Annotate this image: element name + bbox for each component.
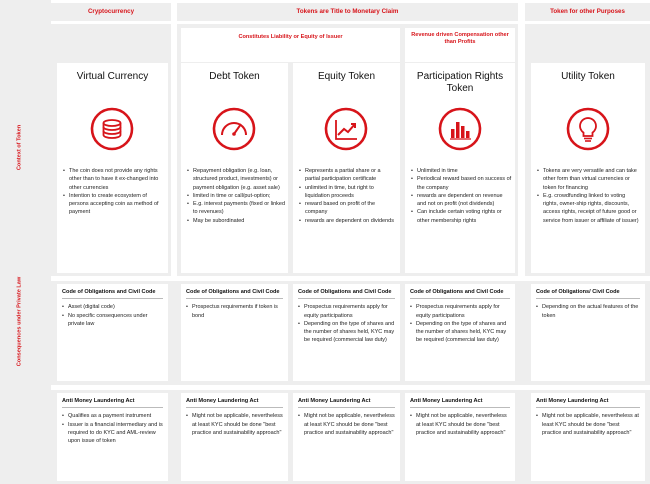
private-law-bullets (62, 303, 163, 328)
list-item: • unlimited in time, but right to liquidation proceeds (299, 184, 397, 201)
law-title: Anti Money Laundering Act (62, 398, 135, 404)
divider (186, 298, 283, 299)
divider (62, 298, 163, 299)
header-other-purposes: Token for other Purposes (525, 3, 650, 21)
card-title: Virtual Currency (76, 71, 149, 82)
list-item: • Can include certain voting rights or other membership rights (411, 208, 512, 225)
aml-bullets (186, 412, 283, 437)
card-utility-token (531, 63, 645, 273)
gauge-icon (212, 107, 256, 151)
card-virtual-currency (57, 63, 168, 273)
aml-bullets (62, 412, 163, 445)
list-item: • Periodical reward based on success of the company (411, 175, 512, 192)
list-item: • Repayment obligation (e.g. loan, structured product, investments) or payment obligation (e.g. asset sale) (187, 167, 285, 192)
list-item: • Prospectus requirements apply for equity participations (298, 303, 395, 320)
list-item: • Might not be applicable, nevertheless at least KYC should be done "best practice and sustainability approach" (298, 412, 395, 437)
law-title: Anti Money Laundering Act (536, 398, 609, 404)
context-bullets (187, 167, 285, 225)
coins-icon (90, 107, 134, 151)
law-title: Code of Obligations/ Civil Code (536, 289, 620, 295)
divider (298, 407, 395, 408)
list-item: • Tokens are very versatile and can take other form than virtual currencies or token for financing (537, 167, 641, 192)
list-item: • E.g. crowdfunding linked to voting rights, owner-ship rights, discounts, access rights, receipt of future good or service from issuer or affiliate of issuer) (537, 192, 641, 225)
card-title: Participation Rights Token (416, 71, 504, 94)
context-bullets (411, 167, 512, 225)
law-title: Anti Money Laundering Act (410, 398, 483, 404)
list-item: • Represents a partial share or a partial participation certificate (299, 167, 397, 184)
list-item: • E.g. interest payments (fixed or linked to revenues) (187, 200, 285, 217)
list-item: • Prospectus requirements apply for equity participations (410, 303, 510, 320)
private-law-utility-token (531, 284, 645, 381)
list-item: • reward based on profit of the company (299, 200, 397, 217)
aml-bullets (298, 412, 395, 437)
header-revenue-driven: Revenue driven Compensation other than Profits (405, 28, 515, 62)
card-participation-rights-token (405, 63, 515, 273)
card-title: Debt Token (209, 71, 260, 82)
card-title: Utility Token (561, 71, 615, 82)
row-label-context: Context of Token (16, 124, 23, 171)
law-title: Code of Obligations and Civil Code (298, 289, 392, 295)
list-item: • Unlimited in time (411, 167, 512, 175)
list-item: • Depending on the type of shares and the number of shares held, KYC may be required (commercial law duty) (298, 320, 395, 345)
trend-chart-icon (324, 107, 368, 151)
divider (536, 407, 640, 408)
aml-debt-token (181, 393, 288, 481)
private-law-bullets (186, 303, 283, 320)
aml-bullets (536, 412, 640, 437)
list-item: • Asset (digital code) (62, 303, 163, 311)
law-title: Anti Money Laundering Act (298, 398, 371, 404)
private-law-virtual-currency (57, 284, 168, 381)
divider (298, 298, 395, 299)
divider (410, 298, 510, 299)
law-title: Code of Obligations and Civil Code (410, 289, 504, 295)
list-item: • No specific consequences under private law (62, 312, 163, 329)
aml-virtual-currency (57, 393, 168, 481)
card-equity-token (293, 63, 400, 273)
list-item: • Might not be applicable, nevertheless at least KYC should be done "best practice and sustainability approach" (186, 412, 283, 437)
list-item: • Might not be applicable, nevertheless at least KYC should be done "best practice and sustainability approach" (536, 412, 640, 437)
list-item: • May be subordinated (187, 217, 285, 225)
private-law-debt-token (181, 284, 288, 381)
list-item: • Depending on the type of shares and the number of shares held, KYC may be required (commercial law duty) (410, 320, 510, 345)
private-law-bullets (410, 303, 510, 344)
aml-bullets (410, 412, 510, 437)
header-cryptocurrency: Cryptocurrency (51, 3, 171, 21)
row-label-panel (0, 0, 51, 484)
divider (410, 407, 510, 408)
private-law-participation-rights-token (405, 284, 515, 381)
private-law-bullets (298, 303, 395, 344)
list-item: • Depending on the actual features of the token (536, 303, 640, 320)
law-title: Code of Obligations and Civil Code (186, 289, 280, 295)
card-title: Equity Token (317, 71, 376, 82)
lightbulb-icon (566, 107, 610, 151)
divider (536, 298, 640, 299)
private-law-equity-token (293, 284, 400, 381)
list-item: • The coin does not provide any rights other than to have it ex-changed into other currencies (63, 167, 164, 192)
aml-equity-token (293, 393, 400, 481)
context-bullets (537, 167, 641, 225)
private-law-bullets (536, 303, 640, 320)
list-item: • Intention to create ecosystem of persons accepting coin as method of payment (63, 192, 164, 217)
card-debt-token (181, 63, 288, 273)
list-item: • Prospectus requirements if token is bond (186, 303, 283, 320)
header-monetary-claim: Tokens are Title to Monetary Claim (177, 3, 518, 21)
context-bullets (63, 167, 164, 217)
list-item: • rewards are dependent on dividends (299, 217, 397, 225)
bar-chart-icon (438, 107, 482, 151)
divider (186, 407, 283, 408)
list-item: • limited in time or call/put-option; (187, 192, 285, 200)
list-item: • Might not be applicable, nevertheless at least KYC should be done "best practice and sustainability approach" (410, 412, 510, 437)
context-bullets (299, 167, 397, 225)
list-item: • rewards are dependent on revenue and not on profit (not dividends) (411, 192, 512, 209)
list-item: • Issuer is a financial intermediary and is required to do KYC and AML-review upon issue of token (62, 421, 163, 446)
aml-participation-rights-token (405, 393, 515, 481)
divider (62, 407, 163, 408)
row-label-consequences: Consequences under Private Law (16, 276, 23, 367)
list-item: • Qualifies as a payment instrument (62, 412, 163, 420)
header-liability-equity: Constitutes Liability or Equity of Issuer (181, 28, 400, 62)
law-title: Anti Money Laundering Act (186, 398, 259, 404)
aml-utility-token (531, 393, 645, 481)
law-title: Code of Obligations and Civil Code (62, 289, 156, 295)
